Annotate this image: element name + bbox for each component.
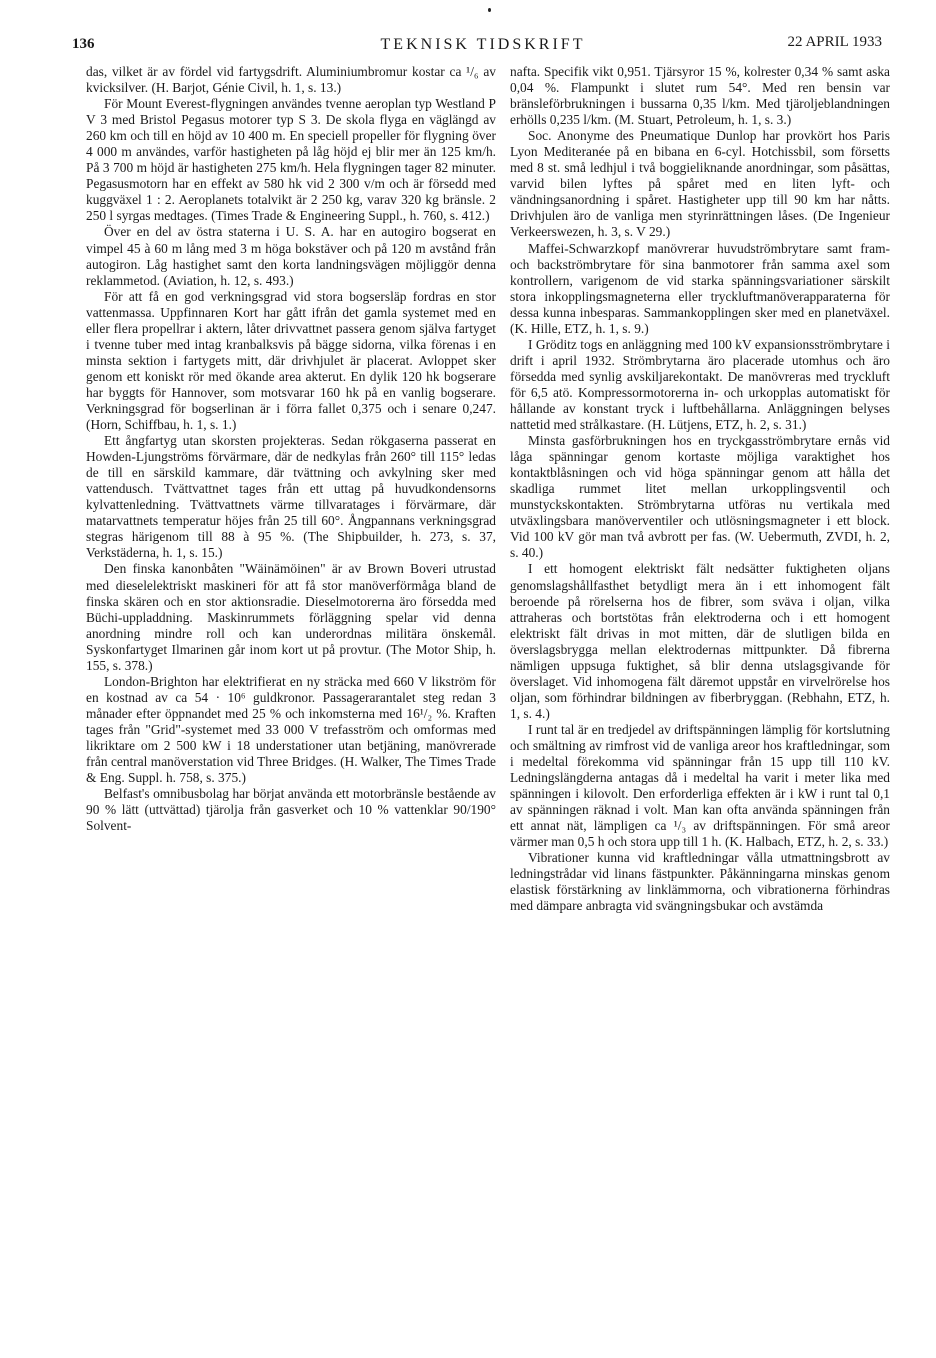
paragraph: Belfast's omnibusbolag har börjat använda ett motorbränsle bestående av 90 % lätt (uttvättad) tjärolja från gasverket och 10 % vattenklar 90/190° Solvent- bbox=[86, 786, 496, 834]
paragraph: Den finska kanonbåten "Wäinämöinen" är av Brown Boveri utrustad med dieselelektriskt maskineri för att få stor manöverförmåga bland de finska skären och en stor aktionsradie. Dieselmotorerna äro försedda med Büchi-uppladdning. Maskinrummets förläggning spelar vid denna anordning mindre roll och kan underordnas militära önskemål. Syskonfartyget Ilmarinen går inom kort ut på provtur. (The Motor Ship, h. 155, s. 378.) bbox=[86, 561, 496, 673]
issue-date: 22 APRIL 1933 bbox=[787, 34, 882, 50]
paragraph: Över en del av östra staterna i U. S. A. har en autogiro bogserat en vimpel 45 à 60 m lång med 3 m höga bokstäver och på 120 m avstånd från autogiron. Låg hastighet samt den korta landningsvägen möjliggör denna reklammetod. (Aviation, h. 12, s. 493.) bbox=[86, 224, 496, 288]
paragraph: I ett homogent elektriskt fält nedsätter fuktigheten oljans genomslagshållfasthet betydligt mera än i ett inhomogent fält beroende på rörelserna hos de fibrer, som sväva i oljan, vilka attraheras och bortstötas från elektroderna och i ett homogent elektriskt fält drivas in mot mitten, där de slutligen bilda en överslagsbrygga mellan elektrodernas mittpunkter. Då fibrerna nämligen uppsuga fuktighet, så blir denna utslagsgivande för överslaget. Vid inhomogena fält däremot uppstår en virvelrörelse hos oljan, som förhindrar bildningen av fiberbryggan. (Rebhahn, ETZ, h. 1, s. 4.) bbox=[510, 561, 890, 721]
paragraph: Maffei-Schwarzkopf manövrerar huvudströmbrytare samt fram- och backströmbrytare för sina banmotorer från samma axel som kontrollern, varigenom de vid starka spänningsvariationer särskilt stora inkopplingsmagneterna eller tryckluftmanöverapparaterna för dessa kunna inbesparas. Sammankopplingen sker med en planetväxel. (K. Hille, ETZ, h. 1, s. 9.) bbox=[510, 240, 890, 336]
left-column bbox=[86, 64, 496, 834]
paragraph: London-Brighton har elektrifierat en ny sträcka med 660 V likström för en kostnad av ca 54 · 10⁶ guldkronor. Passagerarantalet steg redan 3 månader efter öppnandet med 25 % och inkomsterna med 16¹/₂ %. Kraften tages från "Grid"-systemet med 33 000 V trefasström och omformas med likriktare om 2 500 kW i 18 understationer utan betjäning, manövrerade från central manöverstation vid Three Bridges. (H. Walker, The Times Trade & Eng. Suppl. h. 758, s. 375.) bbox=[86, 673, 496, 786]
paragraph: das, vilket är av fördel vid fartygsdrift. Aluminiumbromur kostar ca ¹/₆ av kvicksilver. (H. Barjot, Génie Civil, h. 1, s. 13.) bbox=[86, 64, 496, 96]
stray-print-mark bbox=[488, 8, 491, 12]
right-column bbox=[510, 64, 890, 914]
paragraph: Minsta gasförbrukningen hos en tryckgasströmbrytare ernås vid låga spänningar genom kortaste möjliga varaktighet hos kontaktblåsningen och vid höga spänningar genom att hålla det skadliga rummet litet mellan urkopplingsventil och munstyckskontakten. Strömbrytarna utföras nu vertikala med utväxlingsbara manöverventiler och utlösningsmagneter i ett block. Vid 100 kV gör man två avbrott per fas. (W. Uebermuth, ZVDI, h. 2, s. 40.) bbox=[510, 433, 890, 561]
paragraph: För att få en god verkningsgrad vid stora bogsersläp fordras en stor vattenmassa. Uppfinnaren Kort har gått ifrån det gamla systemet med en eller flera propellrar i aktern, låter drivvattnet passera genom själva fartyget i tvenne tuber med intag kranbalksvis på bägge sidorna, vilka förenas i en minsta sektion i fartygets mitt, där drivhjulet är placerat. Avloppet sker genom ett koniskt rör med ökande area akterut. En dylik 120 hk bogserare har byggts för Hannover, som motsvarar 160 hk på en vanlig bogserare. Verkningsgrad för bogserlinan är i förra fallet 0,375 och i senare 0,247. (Horn, Schiffbau, h. 1, s. 1.) bbox=[86, 288, 496, 433]
page-header bbox=[72, 36, 894, 60]
paragraph: I runt tal är en tredjedel av driftspänningen lämplig för kortslutning och smältning av rimfrost vid de vanliga areor hos kraftledningar, som i medeltal förekomma vid spänningar från 15 upp till 110 kV. Ledningslängderna antagas då i medeltal ha varit i meter lika med spänningen i kilovolt. Den erforderliga effekten är i kW i runt tal 0,1 av spänningen räknad i volt. Man kan ofta använda spänningen från ett annat nät, lämpligen ca ¹/₃ av driftspänningen. För små areor värmer man 0,5 h och stora upp till 1 h. (K. Halbach, ETZ, h. 2, s. 33.) bbox=[510, 721, 890, 850]
paragraph: Soc. Anonyme des Pneumatique Dunlop har provkört hos Paris Lyon Mediteranée på en bibana en 6-cyl. Hotchissbil, som försetts med 8 st. små ledhjul i två boggieliknande anordningar, som påsättas, varvid bilen lyftes på spåret med en liten lyft- och vändningsanordning i spåret. Hastigheter upp till 90 km har nåtts. Drivhjulen äro de vanliga men styrinrättningen låses. (De Ingenieur Verkeerswezen, h. 3, s. V 29.) bbox=[510, 128, 890, 240]
paragraph: Vibrationer kunna vid kraftledningar vålla utmattningsbrott av ledningstrådar vid linans fästpunkter. Påkänningarna minskas genom elastisk förstärkning av linklämmorna, och vibrationerna förhindras med dämpare anbragta vid svängningsbukar och avstämda bbox=[510, 850, 890, 914]
paragraph: Ett ångfartyg utan skorsten projekteras. Sedan rökgaserna passerat en Howden-Ljungströms förvärmare, där de nedkylas från 260° till 115° ledas de till en särskild kammare, där tvättning och avkylning sker med vattendusch. Tvättvattnet tages från ett uttag på huvudkondensorns kylvattenledning. Tvättvattnets värme tillvaratages i förvärmare, där matarvattnets temperatur höjes från 25 till 60°. Ångpannans verkningsgrad stegras härigenom till 88 à 95 %. (The Shipbuilder, h. 273, s. 37, Verkstäderna, h. 1, s. 15.) bbox=[86, 433, 496, 561]
paragraph: För Mount Everest-flygningen användes tvenne aeroplan typ Westland P V 3 med Bristol Pegasus motorer typ S 3. De skola flyga en väglängd av 260 km och till en höjd av 10 400 m. En speciell propeller för flygning över 4 000 m användes, varför hastigheten på låg höjd ej blir mer än 125 km/h. På 3 700 m höjd är hastigheten 275 km/h. Hela flygningen tager 82 minuter. Pegasusmotorn har en effekt av 580 hk vid 2 300 v/m och är försedd med kuggväxel 1 : 2. Aeroplanets totalvikt är 2 250 kg, varav 320 kg bränsle. 2 250 l syrgas medtages. (Times Trade & Engineering Suppl., h. 760, s. 412.) bbox=[86, 96, 496, 224]
paragraph: nafta. Specifik vikt 0,951. Tjärsyror 15 %, kolrester 0,34 % samt aska 0,04 %. Flampunkt i slutet rum 54°. Med ren bensin var bränsleförbrukningen i bussarna 0,35 l/km. Med tjäroljeblandningen erhölls 0,235 l/km. (M. Stuart, Petroleum, h. 1, s. 3.) bbox=[510, 64, 890, 128]
page-number: 136 bbox=[72, 36, 95, 52]
paragraph: I Gröditz togs en anläggning med 100 kV expansionsströmbrytare i drift i april 1932. Strömbrytarna äro placerade utomhus och äro försedda med synlig avskiljarekontakt. De manövreras med tryckluft för 6,5 atö. Kompressormotorerna in- och urkopplas automatiskt för hållande av konstant tryck i luftbehållarna. Anläggningen belyses nattetid med strålkastare. (H. Lütjens, ETZ, h. 2, s. 31.) bbox=[510, 336, 890, 433]
journal-title: TEKNISK TIDSKRIFT bbox=[380, 36, 586, 53]
